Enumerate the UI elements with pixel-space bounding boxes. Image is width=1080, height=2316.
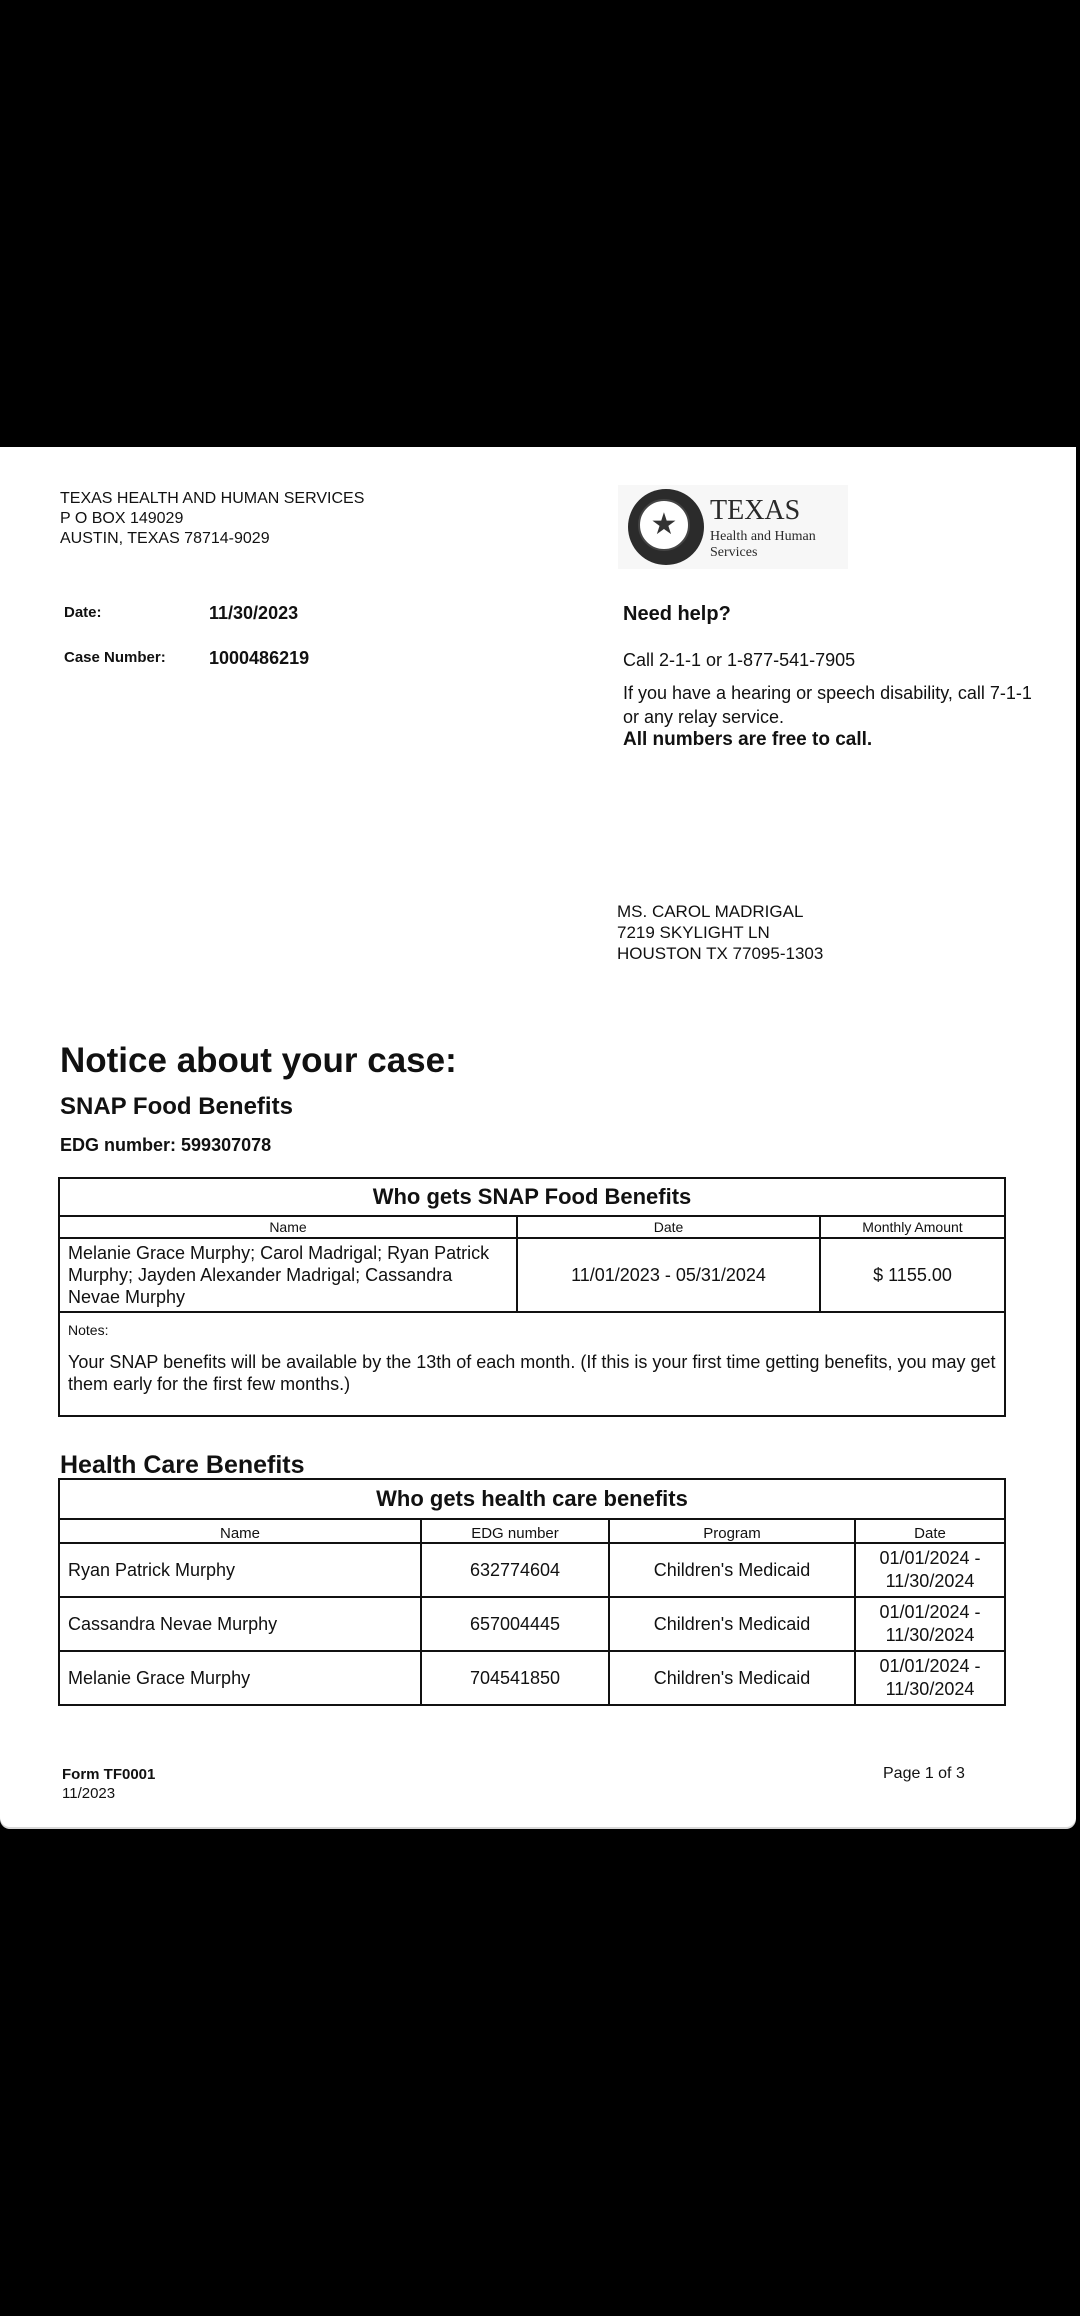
snap-table-caption: Who gets SNAP Food Benefits bbox=[59, 1178, 1005, 1216]
table-row bbox=[59, 1651, 1005, 1705]
case-number-label: Case Number: bbox=[64, 649, 166, 666]
letter-page bbox=[0, 447, 1076, 1827]
member-date bbox=[855, 1651, 1005, 1705]
date-from: 01/01/2024 - bbox=[879, 1548, 981, 1568]
member-edg: 632774604 bbox=[421, 1543, 609, 1597]
date-to: 11/30/2024 bbox=[885, 1679, 975, 1699]
date-to: 11/30/2024 bbox=[885, 1571, 975, 1591]
case-number-value: 1000486219 bbox=[209, 648, 310, 668]
sender-address bbox=[60, 489, 364, 549]
member-date bbox=[855, 1597, 1005, 1651]
member-name: Melanie Grace Murphy bbox=[59, 1651, 421, 1705]
health-table bbox=[58, 1478, 1006, 1706]
recipient-names: Melanie Grace Murphy; Carol Madrigal; Ryan Patrick Murphy; Jayden Alexander Madrigal; Cassandra Nevae Murphy bbox=[59, 1238, 517, 1312]
recipient-city: HOUSTON TX 77095-1303 bbox=[617, 944, 824, 963]
member-name: Cassandra Nevae Murphy bbox=[59, 1597, 421, 1651]
column-header: Date bbox=[855, 1519, 1005, 1543]
benefit-period: 11/01/2023 - 05/31/2024 bbox=[517, 1238, 820, 1312]
date-to: 11/30/2024 bbox=[885, 1625, 975, 1645]
date-label: Date: bbox=[64, 604, 102, 621]
help-free-text: All numbers are free to call. bbox=[623, 729, 873, 750]
column-header: Monthly Amount bbox=[820, 1216, 1005, 1238]
notice-title: Notice about your case: bbox=[60, 1041, 457, 1080]
member-program: Children's Medicaid bbox=[609, 1543, 855, 1597]
health-table-caption: Who gets health care benefits bbox=[59, 1479, 1005, 1519]
notes-label: Notes: bbox=[68, 1322, 109, 1338]
column-header: Date bbox=[517, 1216, 820, 1238]
sender-line: P O BOX 149029 bbox=[60, 510, 184, 527]
texas-hhs-logo bbox=[618, 485, 848, 569]
help-heading: Need help? bbox=[623, 603, 731, 625]
logo-sub-line: Health and Human bbox=[710, 529, 816, 544]
form-id bbox=[62, 1765, 155, 1803]
form-number: Form TF0001 bbox=[62, 1766, 156, 1783]
table-row bbox=[59, 1597, 1005, 1651]
column-header: Name bbox=[59, 1216, 517, 1238]
column-header: Name bbox=[59, 1519, 421, 1543]
member-date bbox=[855, 1543, 1005, 1597]
page-number: Page 1 of 3 bbox=[883, 1765, 965, 1782]
edg-number bbox=[60, 1135, 271, 1156]
snap-heading: SNAP Food Benefits bbox=[60, 1093, 293, 1120]
edg-label: EDG number: bbox=[60, 1135, 177, 1155]
monthly-amount: $ 1155.00 bbox=[820, 1238, 1005, 1312]
edg-value: 599307078 bbox=[181, 1135, 272, 1155]
date-from: 01/01/2024 - bbox=[879, 1656, 981, 1676]
column-header: Program bbox=[609, 1519, 855, 1543]
member-edg: 657004445 bbox=[421, 1597, 609, 1651]
texas-seal-icon: ★ bbox=[628, 489, 704, 565]
member-name: Ryan Patrick Murphy bbox=[59, 1543, 421, 1597]
sender-line: AUSTIN, TEXAS 78714-9029 bbox=[60, 530, 270, 547]
column-header: EDG number bbox=[421, 1519, 609, 1543]
notes-cell bbox=[59, 1312, 1005, 1416]
form-date: 11/2023 bbox=[62, 1785, 116, 1802]
date-value: 11/30/2023 bbox=[209, 603, 299, 623]
date-from: 01/01/2024 - bbox=[879, 1602, 981, 1622]
logo-subtitle bbox=[710, 529, 816, 561]
snap-table bbox=[58, 1177, 1006, 1417]
member-edg: 704541850 bbox=[421, 1651, 609, 1705]
recipient-street: 7219 SKYLIGHT LN bbox=[617, 923, 770, 942]
table-row bbox=[59, 1543, 1005, 1597]
table-row bbox=[59, 1238, 1005, 1312]
member-program: Children's Medicaid bbox=[609, 1651, 855, 1705]
sender-line: TEXAS HEALTH AND HUMAN SERVICES bbox=[60, 490, 365, 507]
notes-text: Your SNAP benefits will be available by the 13th of each month. (If this is your first time getting benefits, you may get them early for the first few months.) bbox=[68, 1352, 996, 1394]
recipient-name: MS. CAROL MADRIGAL bbox=[617, 902, 804, 921]
help-phone: Call 2-1-1 or 1-877-541-7905 bbox=[623, 650, 856, 670]
logo-title: TEXAS bbox=[710, 495, 801, 526]
health-heading: Health Care Benefits bbox=[60, 1451, 305, 1479]
help-relay-text: If you have a hearing or speech disability, call 7-1-1 or any relay service. bbox=[623, 683, 1032, 727]
member-program: Children's Medicaid bbox=[609, 1597, 855, 1651]
logo-sub-line: Services bbox=[710, 545, 758, 560]
recipient-address bbox=[617, 901, 823, 964]
